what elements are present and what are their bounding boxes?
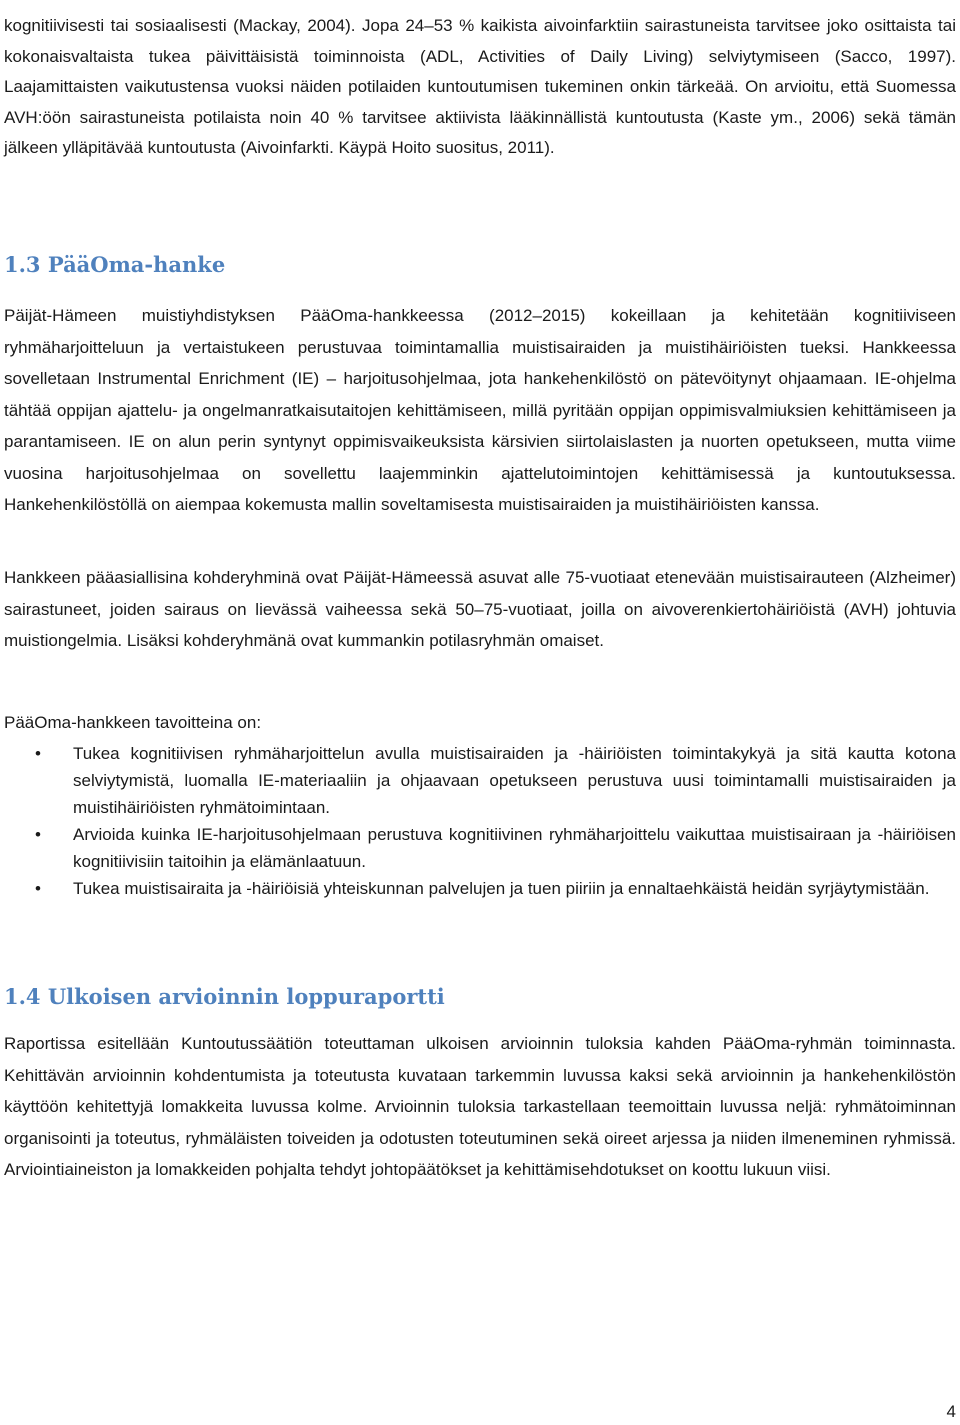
paaoma-description-paragraph: Päijät-Hämeen muistiyhdistyksen PääOma-hankkeessa (2012–2015) kokeillaan ja kehitetään kognitiiviseen ryhmäharjoitteluun ja vertaistukeen perustuvaa toimintamallia muistisairaiden ja muistihäiriöisten tueksi. Hankkeessa sovelletaan Instrumental Enrichment (IE) – harjoitusohjelmaa, jota hankehenkilöstö on pätevöitynyt ohjaamaan. IE-ohjelma tähtää oppijan ajattelu- ja ongelmanratkaisutaitojen kehittämiseen, millä pyritään oppijan oppimisvalmiuksien kehittämiseen ja parantamiseen. IE on alun perin syntynyt oppimisvaikeuksista kärsivien siirtolaislasten ja nuorten opetukseen, mutta viime vuosina harjoitusohjelmaa on sovellettu laajemminkin ajattelutoimintojen kehittämisessä ja kuntoutuksessa. Hankehenkilöstöllä on aiempaa kokemusta mallin soveltamisesta muistisairaiden ja muistihäiriöisten kanssa.	[4, 306, 956, 514]
list-item	[4, 821, 956, 875]
bullet-icon: •	[35, 879, 41, 898]
target-groups-paragraph: Hankkeen pääasiallisina kohderyhminä ovat Päijät-Hämeessä asuvat alle 75-vuotiaat etenevään muistisairauteen (Alzheimer) sairastuneet, joiden sairaus on lievässä vaiheessa sekä 50–75-vuotiaat, joilla on aivoverenkiertohäiriöistä (AVH) johtuvia muistiongelmia. Lisäksi kohderyhmänä ovat kummankin potilasryhmän omaiset.	[4, 568, 956, 650]
intro-paragraph: kognitiivisesti tai sosiaalisesti (Mackay, 2004). Jopa 24–53 % kaikista aivoinfarktiin sairastuneista tarvitsee joko osittaista tai kokonaisvaltaista tukea päivittäisistä toiminnoista (ADL, Activities of Daily Living) selviytymiseen (Sacco, 1997). Laajamittaisten vaikutustensa vuoksi näiden potilaiden kuntoutumisen tukeminen onkin tärkeää. On arvioitu, että Suomessa AVH:öön sairastuneista potilaista noin 40 % tarvitsee aktiivista lääkinnällistä kuntoutusta (Kaste ym., 2006) sekä tämän jälkeen ylläpitävää kuntoutusta (Aivoinfarkti. Käypä Hoito suositus, 2011).	[4, 16, 956, 158]
evaluation-report-paragraph: Raportissa esitellään Kuntoutussäätiön toteuttaman ulkoisen arvioinnin tuloksia kahden PääOma-ryhmän toiminnasta. Kehittävän arvioinnin kohdentumista ja toteutusta kuvataan tarkemmin luvussa kaksi sekä arvioinnin ja hankehenkilöstön käyttöön kehitettyjä lomakkeita luvussa kolme. Arvioinnin tuloksia tarkastellaan teemoittain luvussa neljä: ryhmätoiminnan organisointi ja toteutus, ryhmäläisten toiveiden ja odotusten toteutuminen sekä oireet arjessa ja niiden ilmeneminen ryhmissä. Arviointiaineiston ja lomakkeiden pohjalta tehdyt johtopäätökset ja kehittämisehdotukset on koottu lukuun viisi.	[4, 1034, 956, 1179]
goal-text: Tukea kognitiivisen ryhmäharjoittelun avulla muistisairaiden ja -häiriöisten toimintakykyä ja sitä kautta kotona selviytymistä, luomalla IE-materiaaliin ja ohjaavaan opetukseen perustuva uusi toimintamalli muistisairaiden ja muistihäiriöisten ryhmätoimintaan.	[73, 744, 956, 817]
section-heading-paaoma-hanke: 1.3 PääOma-hanke	[4, 252, 226, 277]
list-item	[4, 875, 956, 902]
goal-text: Tukea muistisairaita ja -häiriöisiä yhteiskunnan palvelujen ja tuen piiriin ja ennaltaehkäistä heidän syrjäytymistään.	[73, 879, 930, 898]
page-number: 4	[946, 1402, 956, 1421]
bullet-icon: •	[35, 744, 41, 763]
section-heading-evaluation-report: 1.4 Ulkoisen arvioinnin loppuraportti	[4, 984, 445, 1009]
goals-intro-paragraph: PääOma-hankkeen tavoitteina on:	[4, 713, 262, 732]
goals-list	[4, 740, 956, 902]
goal-text: Arvioida kuinka IE-harjoitusohjelmaan perustuva kognitiivinen ryhmäharjoittelu vaikuttaa muistisairaan ja -häiriöisen kognitiivisiin taitoihin ja elämänlaatuun.	[73, 825, 956, 871]
list-item	[4, 740, 956, 821]
bullet-icon: •	[35, 825, 41, 844]
